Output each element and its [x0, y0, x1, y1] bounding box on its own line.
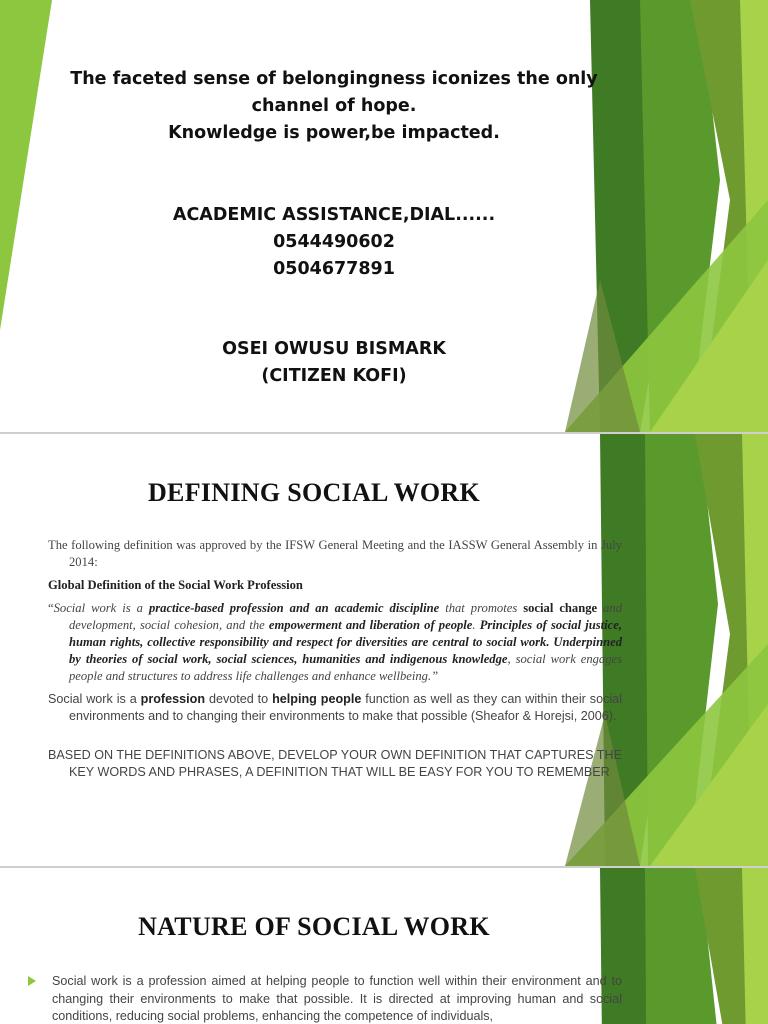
task-paragraph: BASED ON THE DEFINITIONS ABOVE, DEVELOP YOUR OWN DEFINITION THAT CAPTURES THE KEY WORDS AND PHRASES, A DEFINITION THAT WILL BE EASY FOR YOU TO REMEMBER: [48, 748, 622, 779]
phone-number: 0544490602: [273, 232, 395, 252]
emphasis-span: practice-based profession and an academic discipline: [148, 601, 440, 615]
definition-body: [48, 537, 622, 781]
author-block: [60, 336, 608, 390]
slide-title: NATURE OF SOCIAL WORK: [138, 912, 490, 941]
author-alias: (CITIZEN KOFI): [261, 366, 407, 386]
intro-paragraph: The following definition was approved by the IFSW General Meeting and the IASSW General Assembly in July 2014:: [48, 538, 622, 569]
emphasis-span: profession: [140, 692, 206, 706]
motto-block: [60, 66, 608, 147]
profession-paragraph: [48, 691, 622, 725]
slide-nature-of-social-work: [0, 868, 768, 1024]
slide-title: [0, 0, 768, 432]
contact-block: [60, 202, 608, 283]
text-span: , social work engages people and structures to address life challenges and enhance wellbeing.”: [69, 652, 623, 683]
bullet-text: Social work is a profession aimed at helping people to function well within their environment and to changing their environments to make that possible. It is directed at improving human and social conditions, reducing social problems, enhancing the competence of individuals,: [52, 974, 622, 1023]
text-span: devoted to: [205, 692, 273, 706]
definition-quote: [48, 600, 622, 685]
text-span: that promotes: [439, 601, 524, 615]
emphasis-span: empowerment and liberation of people: [268, 618, 473, 632]
emphasis-span: Principles of social justice, human rights, collective responsibility and respect for diversities are central to social work. Underpinned by theories of social work, social sciences, humanities and indigenous knowledge: [69, 618, 622, 666]
motto-line: The faceted sense of belongingness iconizes the only: [70, 69, 598, 89]
emphasis-span: social change: [523, 601, 598, 615]
slide-title: DEFINING SOCIAL WORK: [147, 478, 481, 507]
text-span: .: [472, 618, 480, 632]
bullet-arrow-icon: [28, 976, 36, 986]
text-span: Social work is a: [48, 692, 141, 706]
contact-heading: ACADEMIC ASSISTANCE,DIAL......: [172, 205, 496, 225]
text-span: and development, social cohesion, and the: [69, 601, 622, 632]
motto-line: channel of hope.: [251, 96, 417, 116]
author-name: OSEI OWUSU BISMARK: [222, 339, 446, 359]
emphasis-span: helping people: [272, 692, 362, 706]
motto-line: Knowledge is power,be impacted.: [168, 123, 500, 143]
subheading: Global Definition of the Social Work Profession: [48, 578, 303, 592]
text-span: function as well as they can within their social environments and to changing their environments to make that possible (Sheafor & Horejsi, 2006).: [69, 692, 622, 723]
quote-mark: “: [48, 601, 54, 615]
phone-number: 0504677891: [273, 259, 395, 279]
bullet-item: [28, 973, 622, 1024]
text-span: Social work is a: [53, 601, 149, 615]
slide-defining-social-work: [0, 434, 768, 866]
